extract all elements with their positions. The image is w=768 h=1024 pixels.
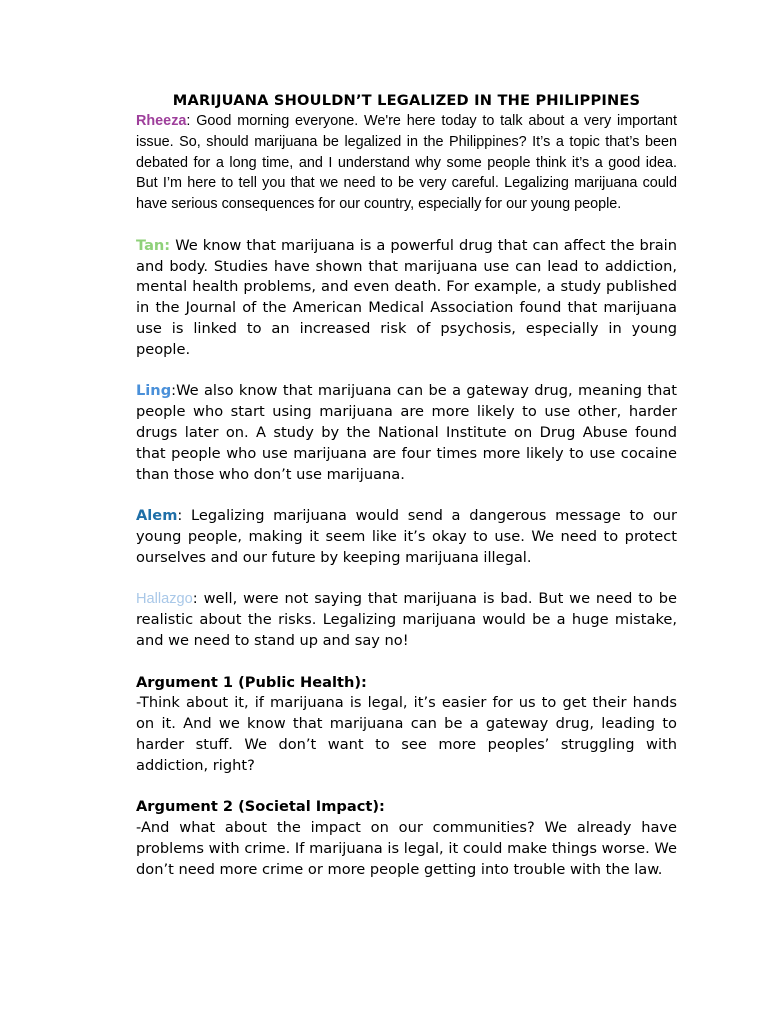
speech-alem: [136, 506, 677, 568]
paragraph-gap: [136, 777, 677, 798]
paragraph-gap: [136, 485, 677, 506]
speech-text: well, were not saying that marijuana is bad. But we need to be realistic about the risks. Legalizing marijuana would be a huge mistake, and we need to stand up and say no!: [136, 590, 677, 649]
argument-2-heading: Argument 2 (Societal Impact):: [136, 798, 385, 816]
document-page: [136, 91, 677, 880]
argument-1-text: -Think about it, if marijuana is legal, it’s easier for us to get their hands on it. And we know that marijuana can be a gateway drug, leading to harder stuff. We don’t want to see more peoples’ struggling with addiction, right?: [136, 694, 677, 774]
paragraph-gap: [136, 652, 677, 673]
argument-2-text: -And what about the impact on our communities? We already have problems with crime. If marijuana is legal, it could make things worse. We don’t need more crime or more people getting into trouble with the law.: [136, 819, 677, 878]
document-title: MARIJUANA SHOULDN’T LEGALIZED IN THE PHILIPPINES: [172, 92, 641, 109]
speech-text: We know that marijuana is a powerful drug that can affect the brain and body. Studies have shown that marijuana use can lead to addiction, mental health problems, and even death. For example, a study published in the Journal of the American Medical Association found that marijuana use is linked to an increased risk of psychosis, especially in young people.: [136, 236, 677, 358]
argument-1-heading: Argument 1 (Public Health):: [136, 673, 367, 691]
speaker-name: Hallazgo: [136, 591, 193, 608]
speaker-name: Alem: [136, 507, 178, 525]
speech-hallazgo: [136, 589, 677, 651]
speaker-name: Ling: [136, 382, 172, 400]
paragraph-gap: [136, 215, 677, 236]
speech-text: Legalizing marijuana would send a dangerous message to our young people, making it seem like it’s okay to use. We need to protect ourselves and our future by keeping marijuana illegal.: [136, 507, 677, 566]
speaker-separator: :: [171, 382, 177, 400]
paragraph-gap: [136, 569, 677, 590]
speaker-name: Tan:: [136, 236, 171, 254]
speaker-separator: :: [192, 590, 198, 608]
speaker-separator: :: [186, 113, 191, 129]
speaker-separator: :: [177, 507, 183, 525]
paragraph-gap: [136, 361, 677, 382]
speech-ling: [136, 381, 677, 485]
speaker-name: Rheeza: [136, 113, 187, 129]
speech-text: We also know that marijuana can be a gateway drug, meaning that people who start using marijuana are more likely to use other, harder drugs later on. A study by the National Institute on Drug Abuse found that people who use marijuana are four times more likely to use cocaine than those who don’t use marijuana.: [136, 382, 677, 483]
speech-text: Good morning everyone. We're here today to talk about a very important issue. So, should marijuana be legalized in the Philippines? It’s a topic that’s been debated for a long time, and I understand why some people think it’s a good idea. But I’m here to tell you that we need to be very careful. Legalizing marijuana could have serious consequences for our country, especially for our young people.: [136, 113, 677, 213]
speech-tan: [136, 236, 677, 361]
speech-rheeza: [136, 111, 677, 215]
